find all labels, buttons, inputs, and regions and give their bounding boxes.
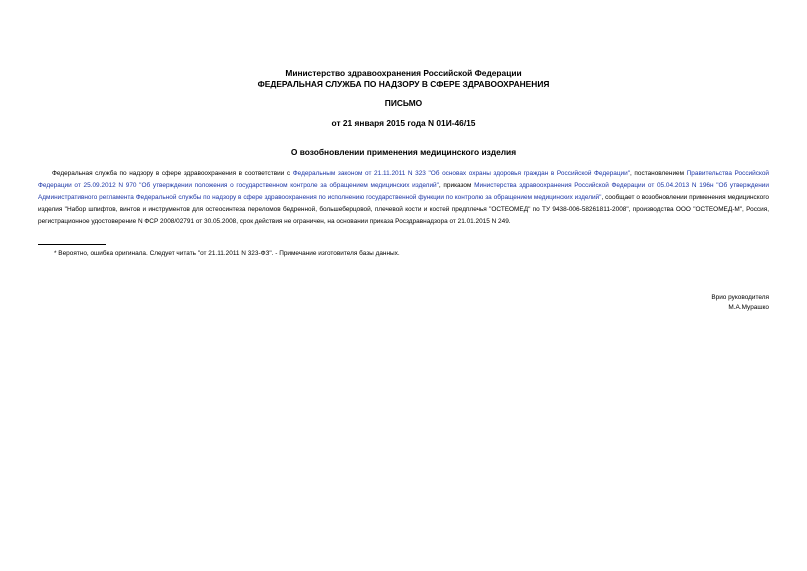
signature-position: Врио руководителя	[711, 294, 769, 301]
footnote: * Вероятно, ошибка оригинала. Следует читать "от 21.11.2011 N 323-ФЗ". - Примечание изготовителя базы данных.	[54, 250, 400, 257]
ministry-title: Министерство здравоохранения Российской Федерации	[285, 68, 522, 78]
body-text-4: , сообщает о возобновлении применения медицинского изделия "Набор шпифтов, винтов и инструментов для остеосинтеза переломов бедренной, большеберцовой, плечевой кости и костей предплечья "ОСТЕОМЕД" по ТУ 9438-006-58261811-2008", производства ООО "ОСТЕОМЕД-М", Россия, регистрационное удостоверение N ФСР 2008/02791 от 30.05.2008, срок действия не ограничен, на основании приказа Росздравнадзора от 21.01.2015 N 249.	[38, 194, 769, 225]
document-subject: О возобновлении применения медицинского изделия	[290, 147, 517, 157]
body-text-3: , приказом	[438, 182, 475, 189]
footnote-divider	[38, 244, 106, 245]
service-title: ФЕДЕРАЛЬНАЯ СЛУЖБА ПО НАДЗОРУ В СФЕРЕ ЗДРАВООХРАНЕНИЯ	[257, 79, 550, 89]
ministry-order-link[interactable]: Министерства здравоохранения Российской Федерации от 05.04.2013 N 196н "Об утверждении Административного регламента Федеральной службы по надзору в сфере здравоохранения по исполнению государственной функции по контролю за обращением медицинских изделий"	[38, 182, 769, 201]
body-text-2: , постановлением	[630, 170, 687, 177]
federal-law-link[interactable]: Федеральным законом от 21.11.2011 N 323 "Об основах охраны здоровья граждан в Российской Федерации"	[292, 170, 631, 177]
document-date-number: от 21 января 2015 года N 01И-46/15	[331, 118, 476, 128]
letter-body	[38, 168, 769, 228]
body-text-1: Федеральная служба по надзору в сфере здравоохранения в соответствии с	[52, 170, 293, 177]
document-type: ПИСЬМО	[384, 98, 423, 108]
government-resolution-link[interactable]: Правительства Российской Федерации от 25.09.2012 N 970 "Об утверждении положения о государственном контроле за обращением медицинских изделий"	[38, 170, 770, 189]
signature-name: М.А.Мурашко	[728, 304, 769, 311]
